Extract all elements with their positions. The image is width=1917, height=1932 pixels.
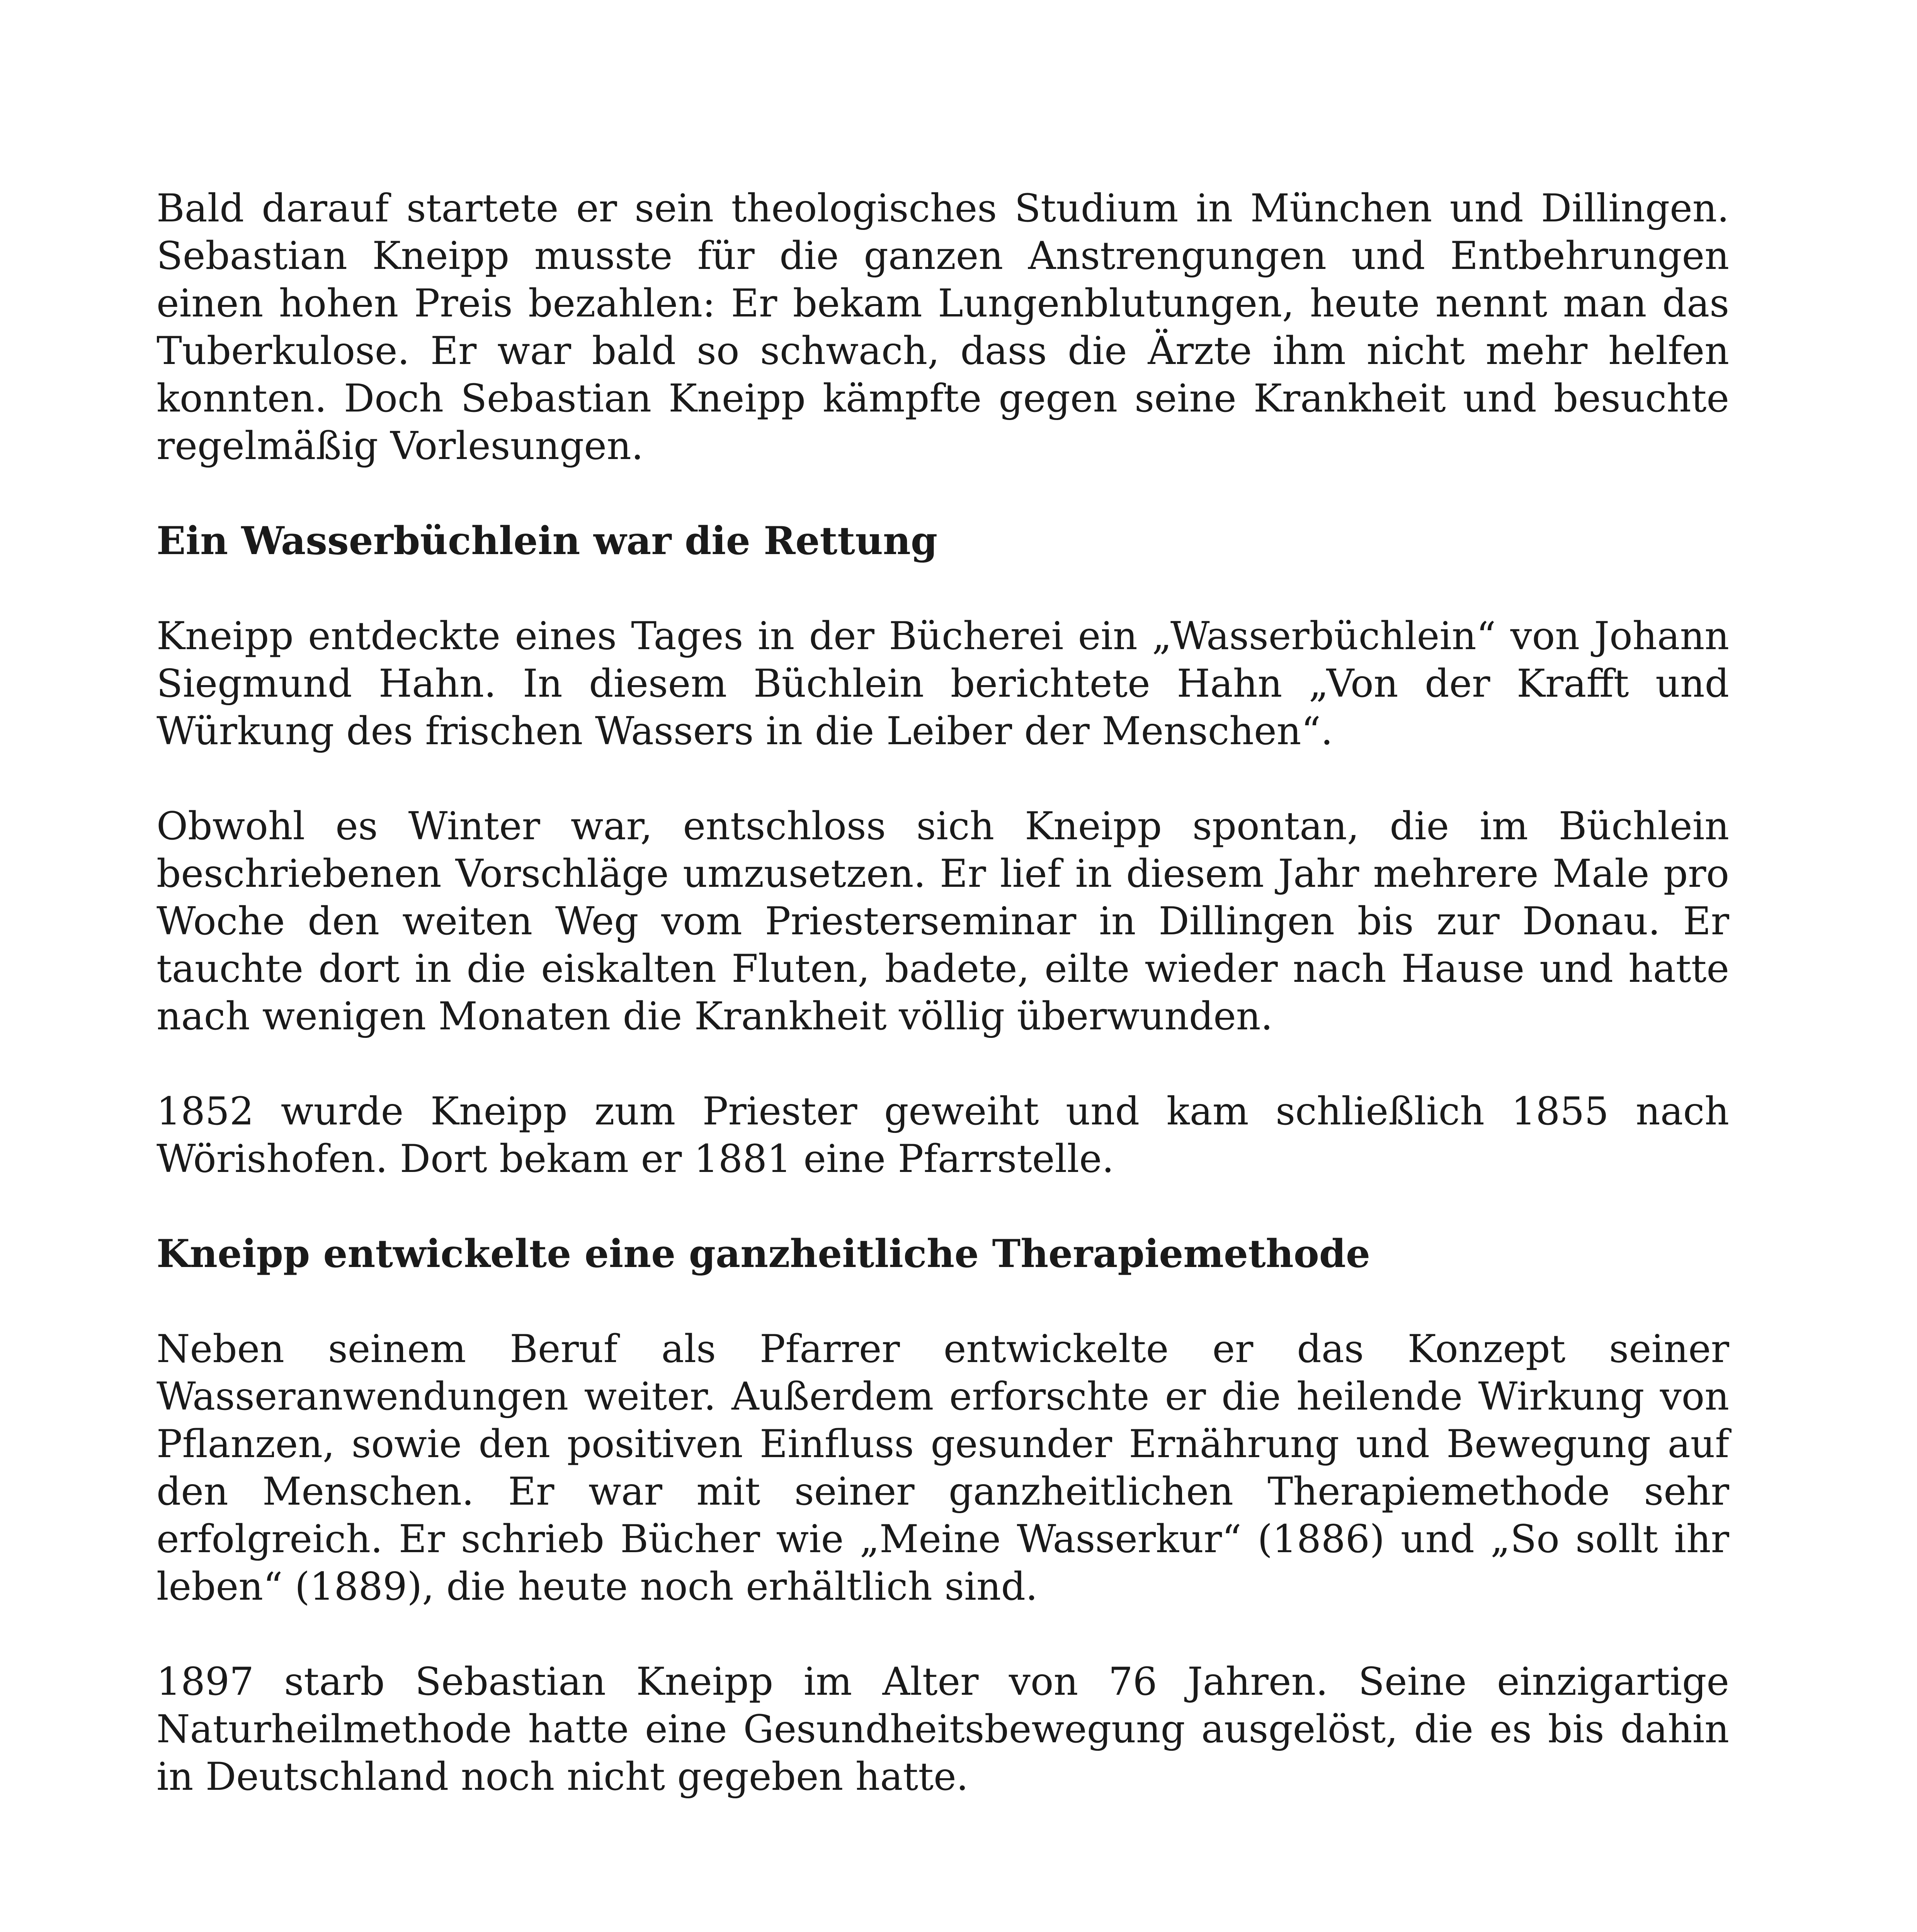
section-heading: Ein Wasserbüchlein war die Rettung bbox=[156, 519, 938, 563]
paragraph: Neben seinem Beruf als Pfarrer entwickelte er das Konzept seiner Wasseranwendungen weiter. Außerdem erforschte er die heilende Wirkung von Pflanzen, sowie den positiven Einfluss gesunder Ernährung und Bewegung auf den Menschen. Er war mit seiner ganzheitlichen Therapiemethode sehr erfolgreich. Er schrieb Bücher wie „Meine Wasserkur“ (1886) und „So sollt ihr leben“ (1889), die heute noch erhältlich sind. bbox=[156, 1327, 1729, 1609]
paragraph: Bald darauf startete er sein theologisches Studium in München und Dillingen. Sebastian Kneipp musste für die ganzen Anstrengungen und Entbehrungen einen hohen Preis bezahlen: Er bekam Lungenblutungen, heute nennt man das Tuberkulose. Er war bald so schwach, dass die Ärzte ihm nicht mehr helfen konnten. Doch Sebastian Kneipp kämpfte gegen seine Krankheit und besuchte regelmäßig Vorlesungen. bbox=[156, 186, 1729, 468]
paragraph: Kneipp entdeckte eines Tages in der Bücherei ein „Wasserbüchlein“ von Johann Siegmund Hahn. In diesem Büchlein berichtete Hahn „Von der Krafft und Würkung des frischen Wassers in die Leiber der Menschen“. bbox=[156, 614, 1729, 753]
paragraph: Obwohl es Winter war, entschloss sich Kneipp spontan, die im Büchlein beschriebenen Vorschläge umzusetzen. Er lief in diesem Jahr mehrere Male pro Woche den weiten Weg vom Priesterseminar in Dillingen bis zur Donau. Er tauchte dort in die eiskalten Fluten, badete, eilte wieder nach Hause und hatte nach wenigen Monaten die Krankheit völlig überwunden. bbox=[156, 804, 1729, 1039]
section-heading: Kneipp entwickelte eine ganzheitliche Therapiemethode bbox=[156, 1231, 1370, 1276]
paragraph: 1897 starb Sebastian Kneipp im Alter von 76 Jahren. Seine einzigartige Naturheilmethode hatte eine Gesundheitsbewegung ausgelöst, die es bis dahin in Deutschland noch nicht gegeben hatte. bbox=[156, 1660, 1729, 1799]
paragraph: 1852 wurde Kneipp zum Priester geweiht und kam schließlich 1855 nach Wörishofen. Dort bekam er 1881 eine Pfarrstelle. bbox=[156, 1089, 1729, 1181]
body-text bbox=[156, 185, 1729, 1848]
